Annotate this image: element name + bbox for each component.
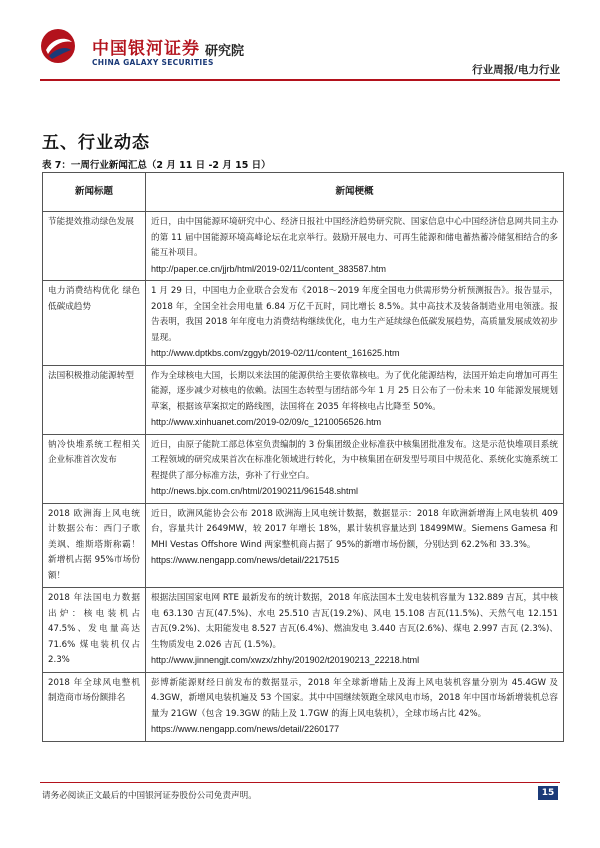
section-title: 五、行业动态 [42, 133, 150, 153]
page-header [0, 0, 600, 90]
news-summary-cell [146, 503, 564, 588]
news-url[interactable]: https://www.nengapp.com/news/detail/2260177 [151, 724, 340, 734]
news-url[interactable]: http://www.xinhuanet.com/2019-02/09/c_1210056526.htm [151, 417, 382, 427]
news-summary-cell [146, 365, 564, 434]
news-topic: 法国积极推动能源转型 [43, 365, 146, 434]
news-url[interactable]: http://news.bjx.com.cn/html/20190211/961548.shtml [151, 486, 358, 496]
table-row [43, 212, 564, 281]
brand-tagline: 研究院 [205, 44, 245, 59]
table-row [43, 672, 564, 741]
page-number: 15 [538, 786, 558, 800]
table-row [43, 588, 564, 673]
news-summary-cell [146, 212, 564, 281]
news-summary: 作为全球核电大国，长期以来法国的能源供给主要依靠核电。为了优化能源结构，法国开始走向增加可再生能源，逐步减少对核电的依赖。法国生态转型与团结部今年 1 月 25 日公布了一份未来 10 年能源发展规划草案，根据该草案拟定的路线图，法国将在 2035 年将核电占比降至 50%。 [151, 370, 558, 412]
report-type: 行业周报/电力行业 [472, 64, 560, 76]
news-summary: 近日，欧洲风能协会公布 2018 欧洲海上风电统计数据，数据显示：2018 年欧洲新增海上风电装机 409 台，容量共计 2649MW，较 2017 年增长 18%，累计装机容量达到 18499MW。Siemens Gamesa 和 MHI Vestas Offshore Wind 两家整机商占据了 95%的新增市场份额，分别达到 62.2%和 33.3%。 [151, 508, 558, 550]
disclaimer: 请务必阅读正文最后的中国银河证券股份公司免责声明。 [42, 791, 257, 801]
news-topic: 2018 欧洲海上风电统计数据公布：西门子歌美飒、维斯塔斯称霸！新增机占据 95%市场份额！ [43, 503, 146, 588]
brand-name-en: CHINA GALAXY SECURITIES [92, 58, 214, 67]
column-header-topic: 新闻标题 [43, 173, 146, 212]
news-table [42, 172, 564, 742]
news-topic: 钠冷快堆系统工程相关企业标准首次发布 [43, 434, 146, 503]
news-summary-cell [146, 281, 564, 366]
table-caption: 表 7：一周行业新闻汇总（2 月 11 日 -2 月 15 日） [42, 160, 271, 171]
table-row [43, 365, 564, 434]
news-summary-cell [146, 434, 564, 503]
table-row [43, 281, 564, 366]
header-divider [40, 79, 560, 81]
news-url[interactable]: https://www.nengapp.com/news/detail/2217515 [151, 555, 340, 565]
table-header-row [43, 173, 564, 212]
news-url[interactable]: http://paper.ce.cn/jjrb/html/2019-02/11/content_383587.htm [151, 263, 386, 274]
news-summary-cell [146, 672, 564, 741]
galaxy-logo-icon [40, 28, 76, 64]
news-summary: 近日，由中国能源环境研究中心、经济日报社中国经济趋势研究院、国家信息中心中国经济信息网共同主办的第 11 届中国能源环境高峰论坛在北京举行。鼓励开展电力、可再生能源和储电蓄热蓄冷储氢相结合的多能互补项目。 [151, 217, 558, 258]
news-summary: 根据法国国家电网 RTE 最新发布的统计数据，2018 年底法国本土发电装机容量为 132.889 吉瓦，其中核电 63.130 吉瓦(47.5%)、水电 25.510 吉瓦(19.2%)、风电 15.108 吉瓦(11.5%)、天然气电 12.151 吉瓦(9.2%)、太阳能发电 8.527 吉瓦(6.4%)、燃油发电 3.440 吉瓦(2.6%)、煤电 2.997 吉瓦 (2.3%)、生物质发电 2.026 吉瓦 (1.5%)。 [151, 593, 558, 650]
news-summary: 彭博新能源财经日前发布的数据显示，2018 年全球新增陆上及海上风电装机容量分别为 45.4GW 及 4.3GW，新增风电装机遍及 53 个国家。其中中国继续领跑全球风电市场，2018 年中国市场新增装机总容量为 21GW（包含 19.3GW 的陆上及 1.7GW 的海上风电装机），全球市场占比 42%。 [151, 677, 558, 719]
news-topic: 2018 年法国电力数据出炉：核电装机占 47.5%、发电量高达 71.6% 煤电装机仅占 2.3% [43, 588, 146, 673]
news-summary: 近日，由原子能院工部总体室负责编制的 3 份集团级企业标准获中核集团批准发布。这是示范快堆项目系统工程领域的研究成果首次在标准化领域进行转化，为中核集团在研发型号项目中规范化、系统化实施系统工程提供了部分标准方法，弥补了行业空白。 [151, 439, 558, 481]
brand-name-cn: 中国银河证券 [92, 39, 200, 59]
footer-divider [40, 782, 560, 783]
news-topic: 节能提效推动绿色发展 [43, 212, 146, 281]
table-row [43, 434, 564, 503]
news-url[interactable]: http://www.jinnengjt.com/xwzx/zhhy/201902/t20190213_22218.html [151, 655, 420, 665]
news-topic: 电力消费结构优化 绿色低碳成趋势 [43, 281, 146, 366]
table-row [43, 503, 564, 588]
news-topic: 2018 年全球风电整机制造商市场份额排名 [43, 672, 146, 741]
news-url[interactable]: http://www.dptkbs.com/zggyb/2019-02/11/content_161625.htm [151, 348, 400, 358]
column-header-summary: 新闻梗概 [146, 173, 564, 212]
news-summary-cell [146, 588, 564, 673]
news-summary: 1 月 29 日，中国电力企业联合会发布《2018～2019 年度全国电力供需形势分析预测报告》。报告显示，2018 年，全国全社会用电量 6.84 万亿千瓦时，同比增长 8.5%。其中高技术及装备制造业用电领涨。报告表明，我国 2018 年年度电力消费结构继续优化，电力生产延续绿色低碳发展趋势，高质量发展成效初步显现。 [151, 286, 558, 343]
